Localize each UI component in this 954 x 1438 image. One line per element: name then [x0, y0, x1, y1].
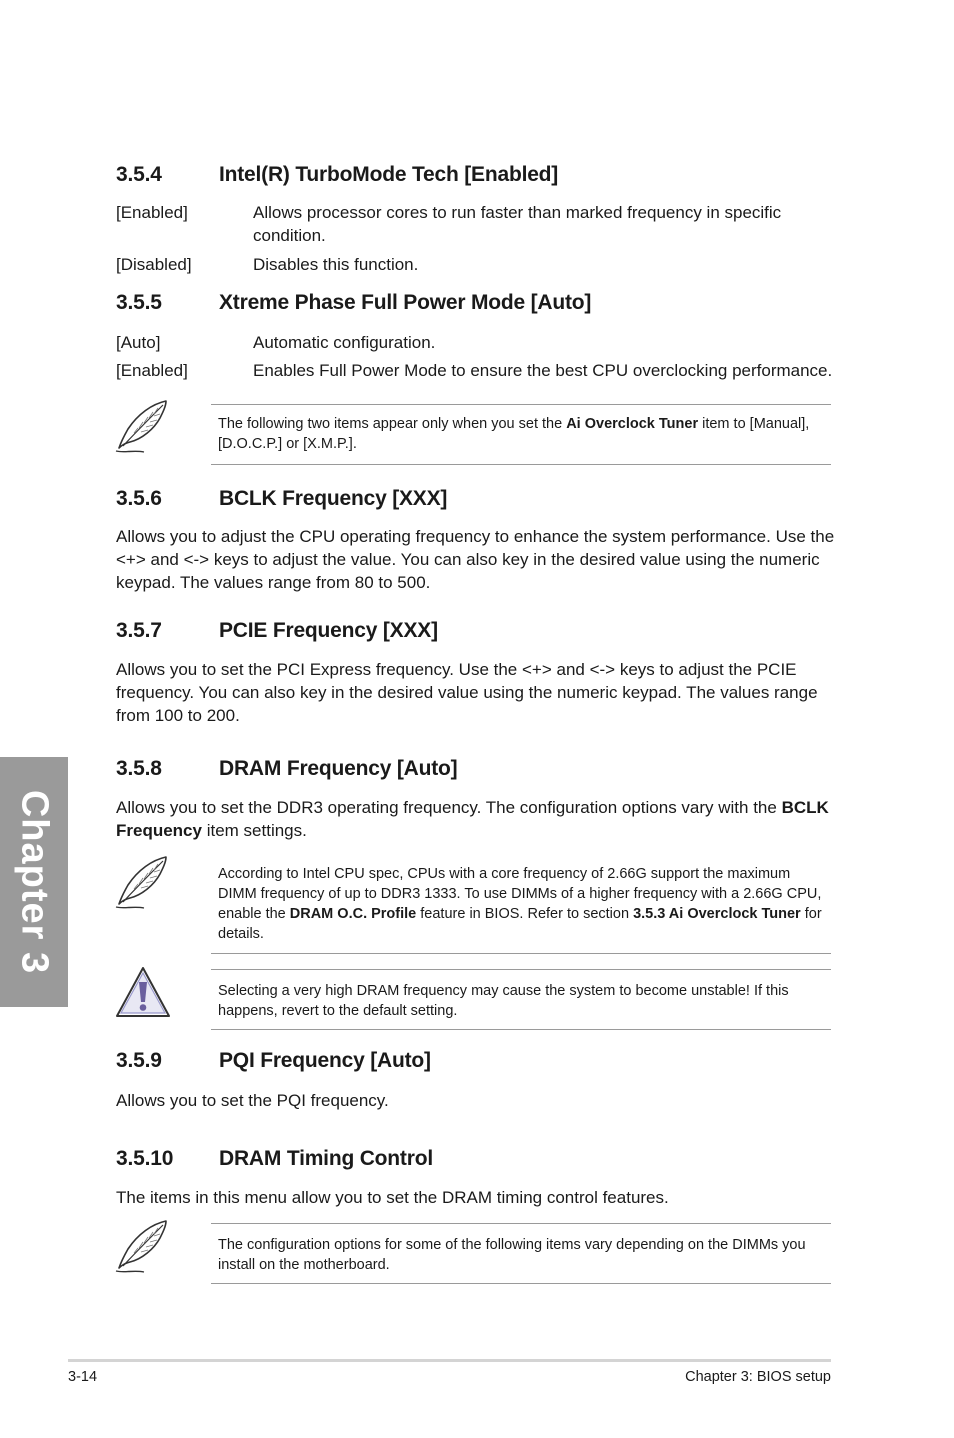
section-body: The items in this menu allow you to set the DRAM timing control features.	[116, 1188, 669, 1207]
chapter-tab-label: Chapter 3	[13, 789, 56, 975]
option-key: [Enabled]	[116, 203, 188, 222]
feather-pen-icon	[114, 398, 172, 456]
section-number: 3.5.7	[116, 619, 162, 642]
section-number: 3.5.4	[116, 163, 162, 186]
section-number: 3.5.9	[116, 1049, 162, 1072]
note-box	[211, 404, 831, 465]
section-title: Intel(R) TurboMode Tech [Enabled]	[219, 163, 559, 186]
note-box	[211, 1223, 831, 1284]
section-body: Allows you to set the PQI frequency.	[116, 1091, 389, 1110]
option-description: Disables this function.	[253, 255, 419, 274]
section-title: DRAM Frequency [Auto]	[219, 757, 458, 780]
section-body: Allows you to set the DDR3 operating frequency. The configuration options vary with the BCLK Frequency item settings.	[116, 798, 829, 840]
option-description: Allows processor cores to run faster than marked frequency in specific condition.	[253, 203, 782, 245]
section-title: BCLK Frequency [XXX]	[219, 487, 448, 510]
note-box	[211, 853, 831, 954]
section-number: 3.5.6	[116, 487, 162, 510]
note-text: According to Intel CPU spec, CPUs with a core frequency of 2.66G support the maximum DIMM frequency of up to DDR3 1333. To use DIMMs of a higher frequency with a 2.66G CPU, enable the DRAM O.C. Profile feature in BIOS. Refer to section 3.5.3 Ai Overclock Tuner for details.	[218, 866, 822, 942]
warning-triangle-icon	[114, 964, 172, 1022]
option-key: [Enabled]	[116, 361, 188, 380]
note-text: The following two items appear only when you set the Ai Overclock Tuner item to [Manual], [D.O.C.P.] or [X.M.P.].	[218, 416, 810, 452]
feather-pen-icon	[114, 1218, 172, 1276]
warning-box	[211, 969, 831, 1030]
section-number: 3.5.8	[116, 757, 162, 780]
footer-rule	[68, 1359, 831, 1362]
section-title: PCIE Frequency [XXX]	[219, 619, 438, 642]
option-key: [Disabled]	[116, 255, 192, 274]
chapter-side-tab	[0, 757, 68, 1007]
section-body: Allows you to set the PCI Express frequency. Use the <+> and <-> keys to adjust the PCIE frequency. You can also key in the desired value using the numeric keypad. The values range from 100 to 200.	[116, 660, 818, 725]
warning-text: Selecting a very high DRAM frequency may cause the system to become unstable! If this happens, revert to the default setting.	[218, 983, 789, 1019]
option-description: Automatic configuration.	[253, 333, 436, 352]
option-key: [Auto]	[116, 333, 161, 352]
section-title: PQI Frequency [Auto]	[219, 1049, 431, 1072]
section-title: Xtreme Phase Full Power Mode [Auto]	[219, 291, 592, 314]
section-number: 3.5.5	[116, 291, 162, 314]
note-text: The configuration options for some of the following items vary depending on the DIMMs you install on the motherboard.	[218, 1237, 806, 1273]
option-description: Enables Full Power Mode to ensure the best CPU overclocking performance.	[253, 361, 833, 380]
footer-chapter-label: Chapter 3: BIOS setup	[685, 1369, 831, 1385]
section-number: 3.5.10	[116, 1147, 174, 1170]
section-title: DRAM Timing Control	[219, 1147, 433, 1170]
section-body: Allows you to adjust the CPU operating frequency to enhance the system performance. Use the <+> and <-> keys to adjust the value. You can also key in the desired value using the numeric keypad. The values range from 80 to 500.	[116, 527, 835, 592]
feather-pen-icon	[114, 854, 172, 912]
page-number: 3-14	[68, 1369, 98, 1385]
